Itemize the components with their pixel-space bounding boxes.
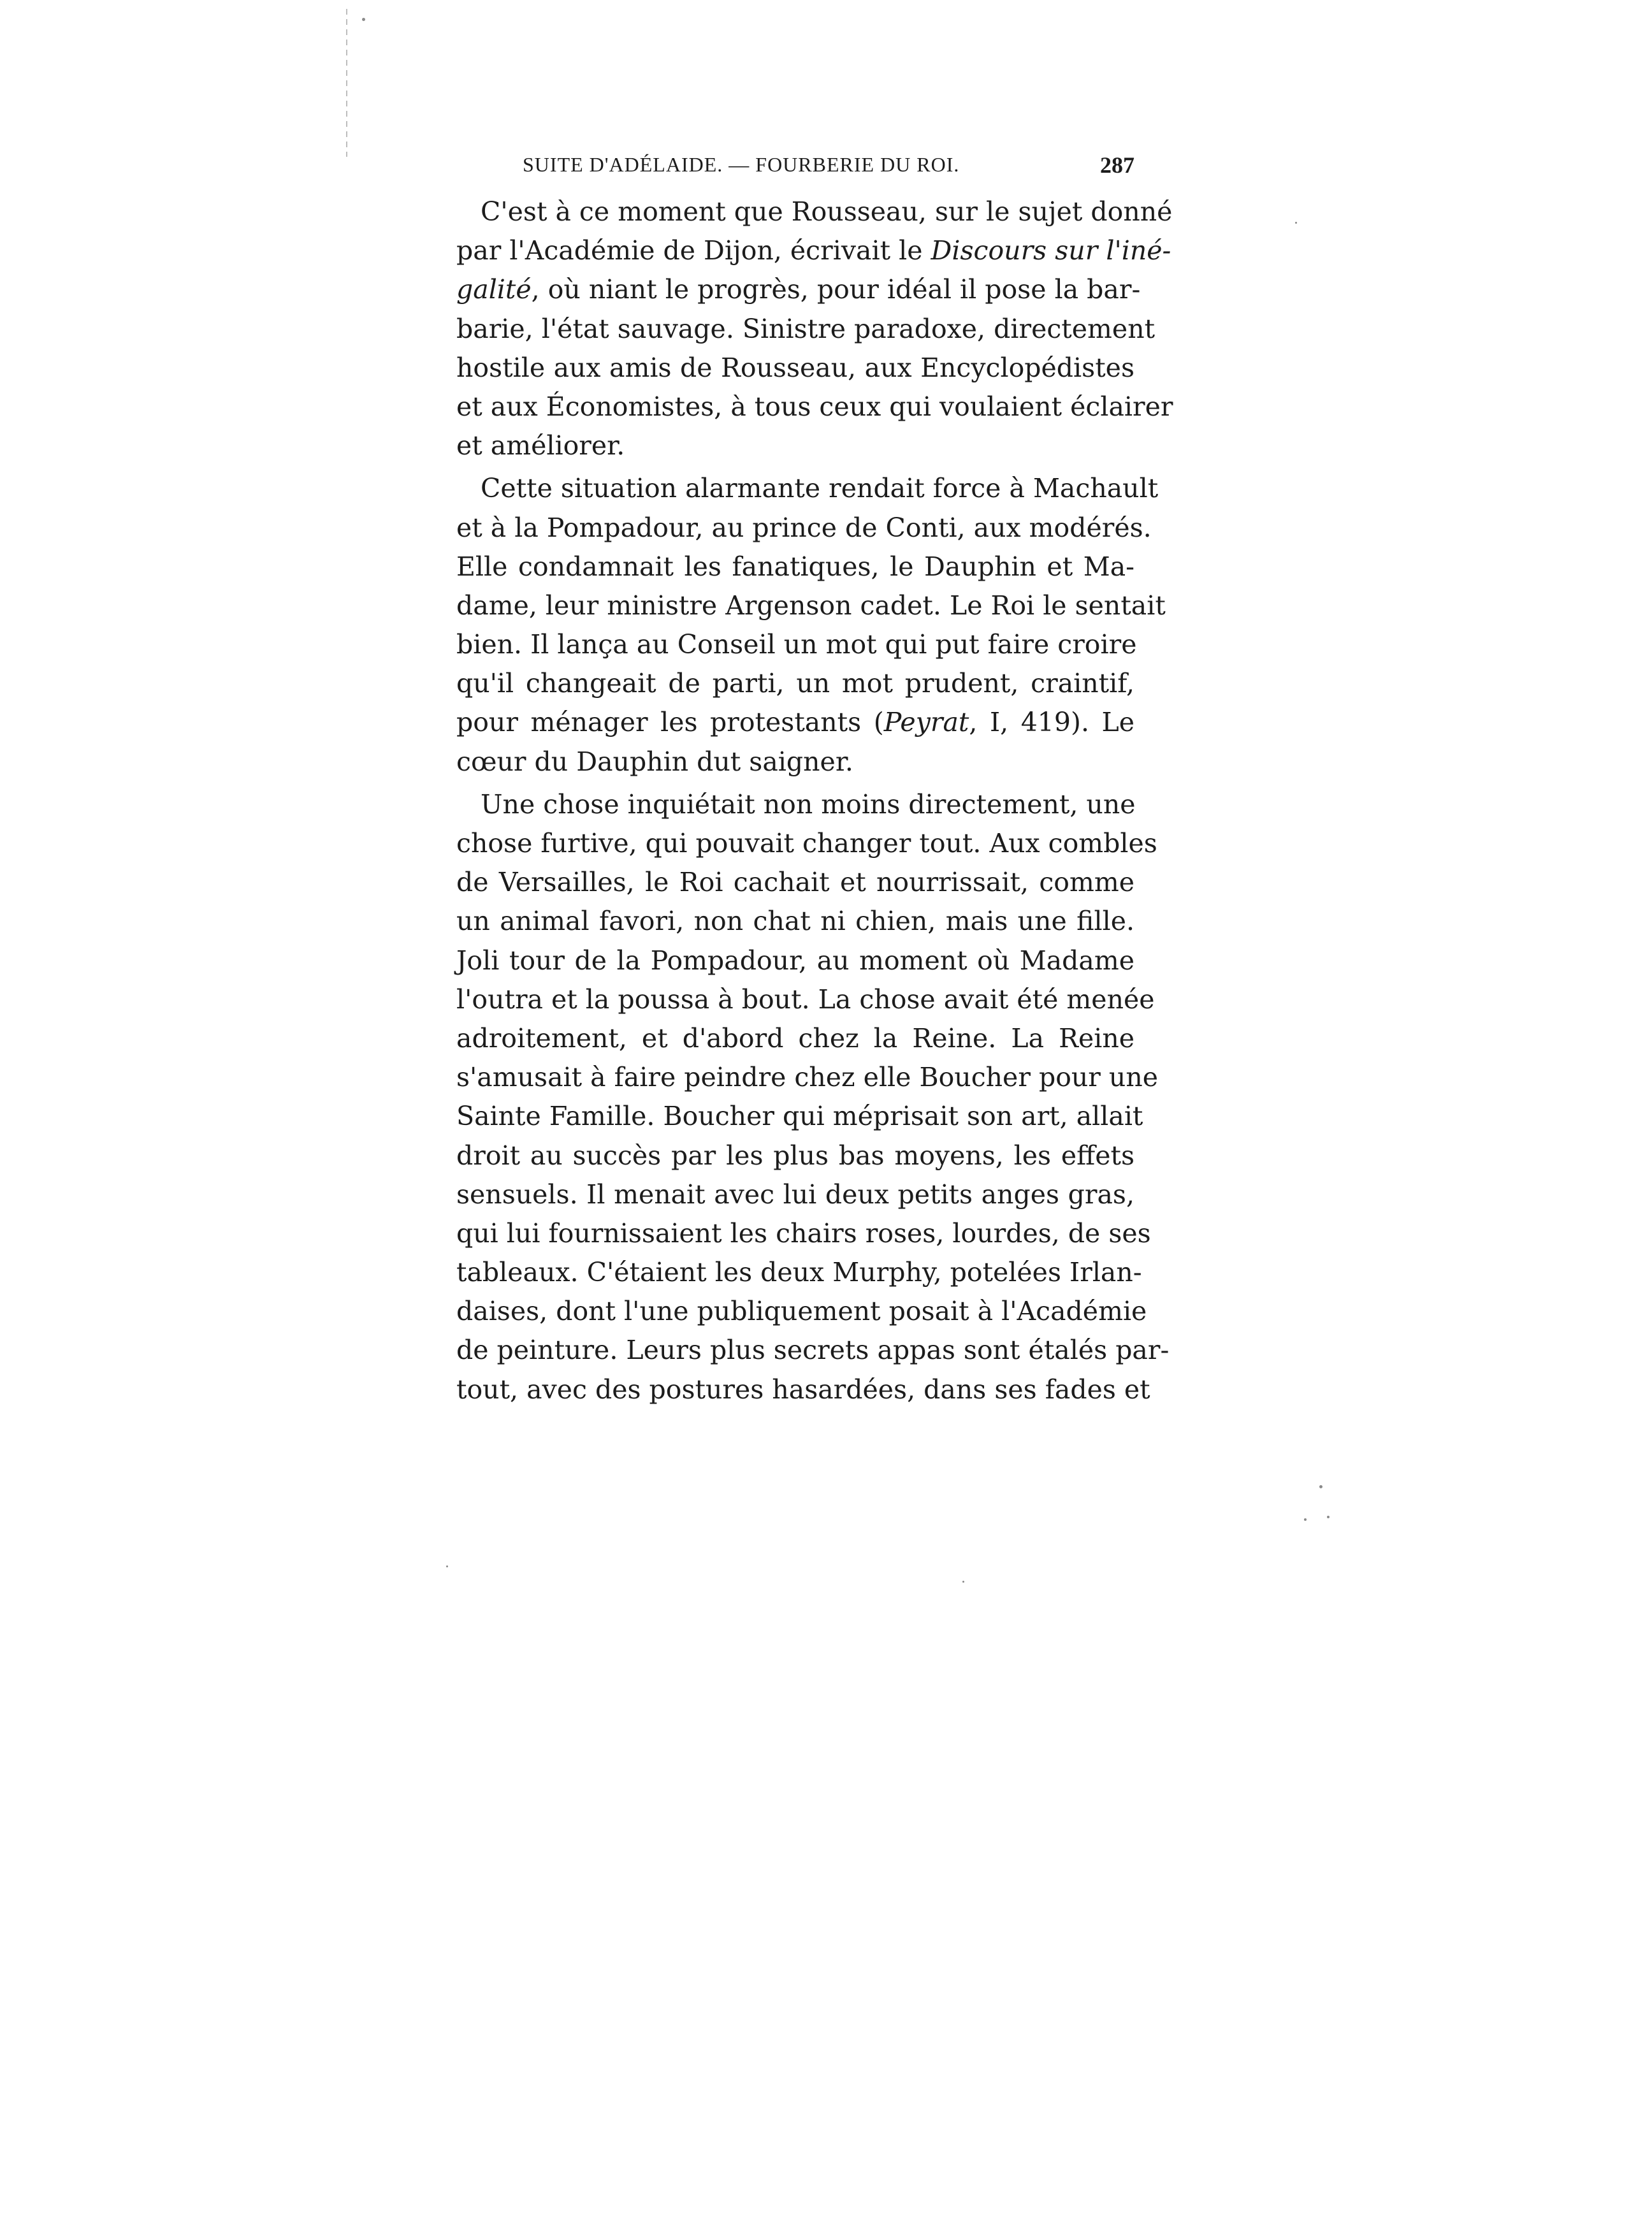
paragraph	[456, 192, 1173, 465]
text-line: et améliorer.	[456, 430, 625, 461]
body-text	[456, 192, 1173, 1409]
italic-citation: Peyrat	[883, 707, 969, 738]
text-segment: par l'Académie de Dijon, écrivait le	[456, 235, 931, 266]
text-line: bien. Il lança au Conseil un mot qui put faire croire	[456, 629, 1137, 660]
page-number: 287	[1100, 152, 1134, 178]
italic-title: galité	[456, 274, 532, 305]
text-line: Joli tour de la Pompadour, au moment où Madame	[456, 945, 1134, 976]
text-line: barie, l'état sauvage. Sinistre paradoxe, directement	[456, 313, 1156, 344]
running-head: SUITE D'ADÉLAIDE. — FOURBERIE DU ROI.	[523, 153, 960, 176]
text-line: Une chose inquiétait non moins directement, une	[481, 788, 1136, 820]
text-line	[456, 231, 1171, 270]
text-segment: , I, 419). Le	[969, 707, 1134, 738]
text-line: et à la Pompadour, au prince de Conti, aux modérés.	[456, 512, 1152, 543]
paragraph	[456, 469, 1166, 781]
text-line: Cette situation alarmante rendait force à Machault	[481, 473, 1159, 504]
paragraph	[456, 785, 1170, 1409]
text-line: hostile aux amis de Rousseau, aux Encyclopédistes	[456, 352, 1134, 383]
scan-speck	[1304, 1518, 1307, 1521]
text-line: Sainte Famille. Boucher qui méprisait son art, allait	[456, 1101, 1143, 1132]
scan-speck	[1295, 222, 1297, 224]
text-line: de peinture. Leurs plus secrets appas sont étalés par-	[456, 1335, 1170, 1366]
text-line: tout, avec des postures hasardées, dans ses fades et	[456, 1374, 1150, 1405]
page-header	[523, 153, 1134, 191]
text-line: tableaux. C'étaient les deux Murphy, potelées Irlan-	[456, 1257, 1142, 1288]
text-line: un animal favori, non chat ni chien, mais une fille.	[456, 906, 1134, 937]
text-line: dame, leur ministre Argenson cadet. Le Roi le sentait	[456, 590, 1166, 621]
text-line: sensuels. Il menait avec lui deux petits anges gras,	[456, 1179, 1134, 1210]
text-line: s'amusait à faire peindre chez elle Boucher pour une	[456, 1062, 1158, 1093]
scan-speck	[362, 18, 365, 21]
text-line	[456, 703, 1134, 742]
scan-speck	[446, 1565, 448, 1567]
text-line: chose furtive, qui pouvait changer tout. Aux combles	[456, 828, 1157, 859]
text-line: droit au succès par les plus bas moyens, les effets	[456, 1140, 1134, 1171]
text-line: et aux Économistes, à tous ceux qui voulaient éclairer	[456, 391, 1173, 422]
scan-speck	[1319, 1485, 1322, 1488]
text-line: adroitement, et d'abord chez la Reine. La Reine	[456, 1022, 1134, 1054]
text-line: cœur du Dauphin dut saigner.	[456, 746, 853, 777]
text-line: l'outra et la poussa à bout. La chose avait été menée	[456, 984, 1155, 1015]
text-line: C'est à ce moment que Rousseau, sur le sujet donné	[481, 196, 1173, 227]
text-line: qu'il changeait de parti, un mot prudent, craintif,	[456, 668, 1134, 699]
scan-speck	[962, 1581, 964, 1583]
text-line: galité, où niant le progrès, pour idéal il pose la bar-	[456, 274, 1141, 305]
text-line: de Versailles, le Roi cachait et nourrissait, comme	[456, 867, 1134, 898]
text-line: daises, dont l'une publiquement posait à l'Académie	[456, 1296, 1147, 1327]
text-line: qui lui fournissaient les chairs roses, lourdes, de ses	[456, 1217, 1151, 1249]
text-line: Elle condamnait les fanatiques, le Dauphin et Ma-	[456, 551, 1134, 582]
scan-speck	[1327, 1516, 1330, 1518]
scan-gutter-mark	[346, 9, 347, 157]
text-segment: pour ménager les protestants (	[456, 707, 884, 738]
italic-title: Discours sur l'iné-	[931, 235, 1171, 266]
